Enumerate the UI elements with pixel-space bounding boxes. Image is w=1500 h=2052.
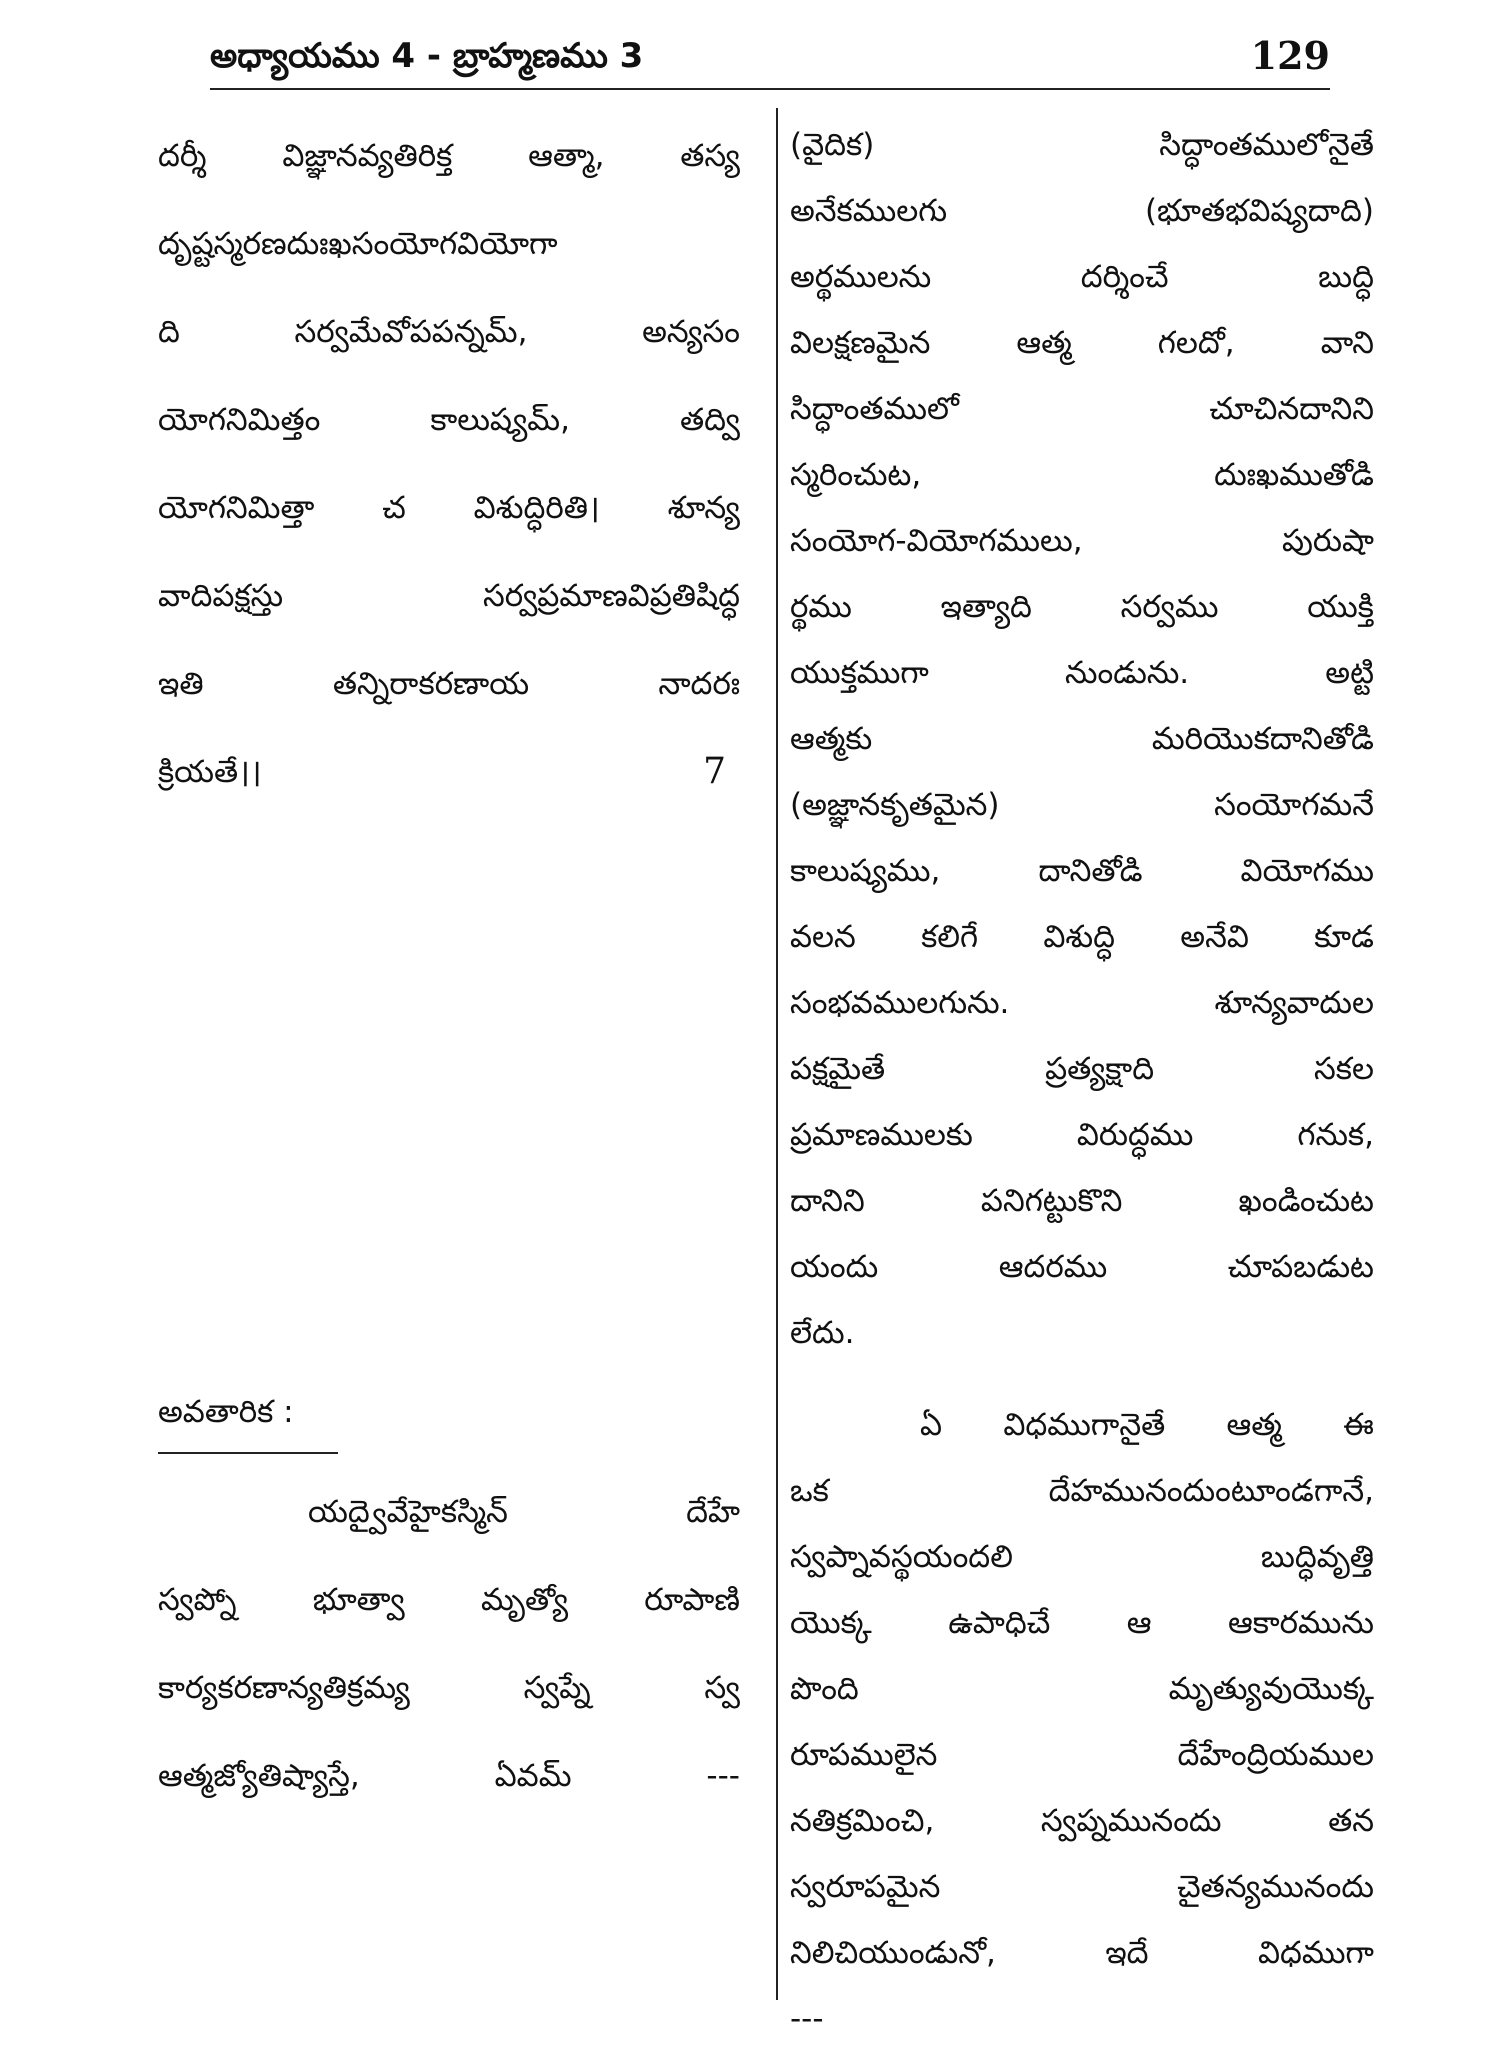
word: విధముగా	[1257, 1935, 1374, 1971]
text-line	[158, 112, 740, 200]
word: సకల	[1314, 1051, 1374, 1087]
word: సంభవములగును.	[790, 985, 1010, 1021]
word: తన	[1328, 1803, 1374, 1839]
page-header	[210, 24, 1330, 88]
word: అనేకములగు	[790, 193, 948, 229]
text-line	[790, 1920, 1374, 1986]
text-line	[158, 1732, 740, 1820]
word: ఆ	[1126, 1605, 1152, 1641]
final-word: లేదు.	[790, 1315, 855, 1351]
verse-number: 7	[703, 751, 726, 792]
word: మృత్యువుయొక్క	[1168, 1671, 1374, 1707]
word: సర్వమేవోపపన్నమ్,	[294, 314, 528, 350]
text-line	[790, 1524, 1374, 1590]
word: (భూతభవిష్యదాది)	[1144, 193, 1374, 229]
word: సర్వప్రమాణవిప్రతిషిద్ధ	[482, 578, 740, 614]
word: ఏవమ్	[494, 1758, 572, 1794]
word: బుద్ధివృత్తి	[1260, 1539, 1374, 1575]
word: యోగనిమిత్తా	[158, 490, 315, 526]
word: ఆత్మ	[1226, 1407, 1282, 1443]
word: చూపబడుట	[1227, 1249, 1374, 1285]
word: విధముగానైతే	[1003, 1407, 1166, 1443]
word: స్వ	[704, 1670, 740, 1706]
word: తద్వి	[679, 402, 740, 438]
text-line	[790, 772, 1374, 838]
text-line	[158, 464, 740, 552]
word: ఉపాధిచే	[948, 1605, 1051, 1641]
word: వలన	[790, 919, 856, 955]
word: అన్యసం	[642, 314, 740, 350]
word: నతిక్రమించి,	[790, 1803, 935, 1839]
word: వాదిపక్షస్తు	[158, 578, 284, 614]
word: శూన్యవాదుల	[1214, 985, 1374, 1021]
text-line	[158, 1468, 740, 1556]
word: నాదరః	[658, 666, 740, 702]
page-number: 129	[1250, 33, 1330, 78]
word: శూన్య	[667, 490, 740, 526]
word: ఆత్మా,	[528, 138, 605, 174]
word: వియోగము	[1240, 853, 1374, 889]
text-line	[790, 1036, 1374, 1102]
word: చూచినదానిని	[1209, 391, 1374, 427]
text-line	[790, 1788, 1374, 1854]
word: ఆత్మకు	[790, 721, 873, 757]
word: సర్వము	[1120, 589, 1219, 625]
text-line	[158, 640, 740, 728]
word: ఒక	[790, 1473, 829, 1509]
word: యోగనిమిత్తం	[158, 402, 321, 438]
word: యద్వైవేహైకస్మిన్	[308, 1494, 508, 1530]
word: అట్టి	[1325, 655, 1374, 691]
word: ఇదే	[1105, 1935, 1149, 1971]
text-line	[790, 1656, 1374, 1722]
text-line	[158, 552, 740, 640]
running-title: అధ్యాయము 4 - బ్రాహ్మణము 3	[210, 36, 644, 76]
final-word: క్రియతే।।	[158, 754, 262, 790]
text-line	[790, 112, 1374, 178]
word: దేహే	[686, 1494, 740, 1530]
text-line	[790, 1168, 1374, 1234]
word: ప్రమాణములకు	[790, 1117, 973, 1153]
word: సిద్ధాంతములోనైతే	[1159, 127, 1374, 163]
text-line	[790, 706, 1374, 772]
word: విజ్ఞానవ్యతిరిక్త	[282, 138, 453, 174]
section-underline	[158, 1452, 338, 1454]
word: పురుషా	[1281, 523, 1374, 559]
word: విలక్షణమైన	[790, 325, 931, 361]
text-line	[790, 574, 1374, 640]
word: పక్షమైతే	[790, 1051, 886, 1087]
word: స్వప్నమునందు	[1040, 1803, 1222, 1839]
word: గనుక,	[1297, 1117, 1374, 1153]
word: ---	[706, 1758, 740, 1794]
word: భూత్వా	[312, 1582, 405, 1618]
word: ఏ	[920, 1407, 943, 1443]
word: కలిగే	[921, 919, 979, 955]
text-line	[790, 1854, 1374, 1920]
word: దుఃఖముతోడి	[1214, 457, 1374, 493]
telugu-paragraph-1	[790, 112, 1374, 1300]
word: యుక్తి	[1307, 589, 1374, 625]
word: సిద్ధాంతములో	[790, 391, 959, 427]
word: దానిని	[790, 1183, 865, 1219]
word: తస్య	[680, 138, 740, 174]
word: చ	[382, 490, 406, 526]
word: ది	[158, 314, 180, 350]
word: (అజ్ఞానకృతమైన)	[790, 787, 1000, 823]
word: దర్శించే	[1080, 259, 1169, 295]
text-line	[158, 376, 740, 464]
word: కాలుష్యమ్,	[430, 402, 570, 438]
word: దృష్టస్మరణదుఃఖసంయోగవియోగా	[158, 226, 558, 262]
word: ఈ	[1343, 1407, 1374, 1443]
sanskrit-commentary	[158, 112, 740, 728]
word: పొంది	[790, 1671, 859, 1707]
text-line	[790, 376, 1374, 442]
text-line	[790, 1458, 1374, 1524]
paragraph-1-final-line	[790, 1300, 1374, 1366]
text-line	[790, 1590, 1374, 1656]
paragraph-gap	[790, 1366, 1374, 1392]
word: దేహమునందుంటూండగానే,	[1048, 1473, 1374, 1509]
word: విరుద్ధము	[1076, 1117, 1194, 1153]
word: బుద్ధి	[1318, 259, 1374, 295]
header-rule	[210, 88, 1330, 90]
word: విశుద్ధిరితి।	[473, 490, 600, 526]
column-divider	[776, 108, 778, 2000]
word: రూపములైన	[790, 1737, 938, 1773]
word: దర్శీ	[158, 138, 207, 174]
word: సంయోగమనే	[1214, 787, 1374, 823]
word: నిలిచియుండునో,	[790, 1935, 996, 1971]
text-line	[790, 508, 1374, 574]
word: ఖండించుట	[1238, 1183, 1374, 1219]
word: వాని	[1320, 325, 1374, 361]
text-line	[790, 310, 1374, 376]
text-line	[158, 1556, 740, 1644]
text-line	[790, 1392, 1374, 1458]
word: స్వరూపమైన	[790, 1869, 941, 1905]
word: మృత్యో	[480, 1582, 569, 1618]
text-line	[790, 904, 1374, 970]
word: అనేవి	[1180, 919, 1249, 955]
word: గలదో,	[1157, 325, 1235, 361]
word: విశుద్ధి	[1043, 919, 1116, 955]
word: చైతన్యమునందు	[1177, 1869, 1374, 1905]
word: నుండును.	[1064, 655, 1190, 691]
final-word: ---	[790, 2001, 824, 2037]
avataarika-text	[158, 1468, 740, 1820]
word: ఇతి	[158, 666, 204, 702]
word: కూడ	[1314, 919, 1374, 955]
word: కార్యకరణాన్యతిక్రమ్య	[158, 1670, 410, 1706]
word: యందు	[790, 1249, 879, 1285]
word: స్మరించుట,	[790, 457, 922, 493]
word: పనిగట్టుకొని	[980, 1183, 1123, 1219]
word: ఆదరము	[998, 1249, 1108, 1285]
word: ఆకారమును	[1227, 1605, 1374, 1641]
text-line	[790, 178, 1374, 244]
word: సంయోగ-వియోగములు,	[790, 523, 1083, 559]
text-line	[790, 1234, 1374, 1300]
right-column-telugu	[790, 112, 1374, 2052]
telugu-paragraph-2	[790, 1392, 1374, 1986]
word: (వైదిక)	[790, 127, 875, 163]
text-line	[158, 1644, 740, 1732]
word: మరియొకదానితోడి	[1151, 721, 1374, 757]
word: తన్నిరాకరణాయ	[332, 666, 530, 702]
word: ఇత్యాది	[940, 589, 1032, 625]
text-line	[790, 640, 1374, 706]
text-line	[158, 200, 740, 288]
text-line	[790, 442, 1374, 508]
word: స్వప్నావస్థయందలి	[790, 1539, 1013, 1575]
text-line	[790, 1102, 1374, 1168]
word: స్వప్నో	[158, 1582, 237, 1618]
left-column-sanskrit	[158, 112, 740, 1794]
word: యొక్క	[790, 1605, 872, 1641]
word: యుక్తముగా	[790, 655, 929, 691]
word: స్వప్నే	[523, 1670, 591, 1706]
text-line	[790, 970, 1374, 1036]
word: ప్రత్యక్షాది	[1045, 1051, 1155, 1087]
sanskrit-final-line	[158, 728, 740, 816]
paragraph-2-final-line	[790, 1986, 1374, 2052]
word: ర్థము	[790, 589, 852, 625]
word: దేహేంద్రియముల	[1177, 1737, 1374, 1773]
text-line	[790, 838, 1374, 904]
word: ఆత్మజ్యోతిష్యాస్తే,	[158, 1758, 360, 1794]
text-line	[790, 244, 1374, 310]
text-line	[158, 288, 740, 376]
text-line	[790, 1722, 1374, 1788]
word: అర్థములను	[790, 259, 932, 295]
word: కాలుష్యము,	[790, 853, 941, 889]
word: దానితోడి	[1038, 853, 1143, 889]
word: ఆత్మ	[1016, 325, 1072, 361]
word: రూపాణి	[644, 1582, 740, 1618]
section-label-avataarika: అవతారిక :	[158, 1394, 294, 1430]
